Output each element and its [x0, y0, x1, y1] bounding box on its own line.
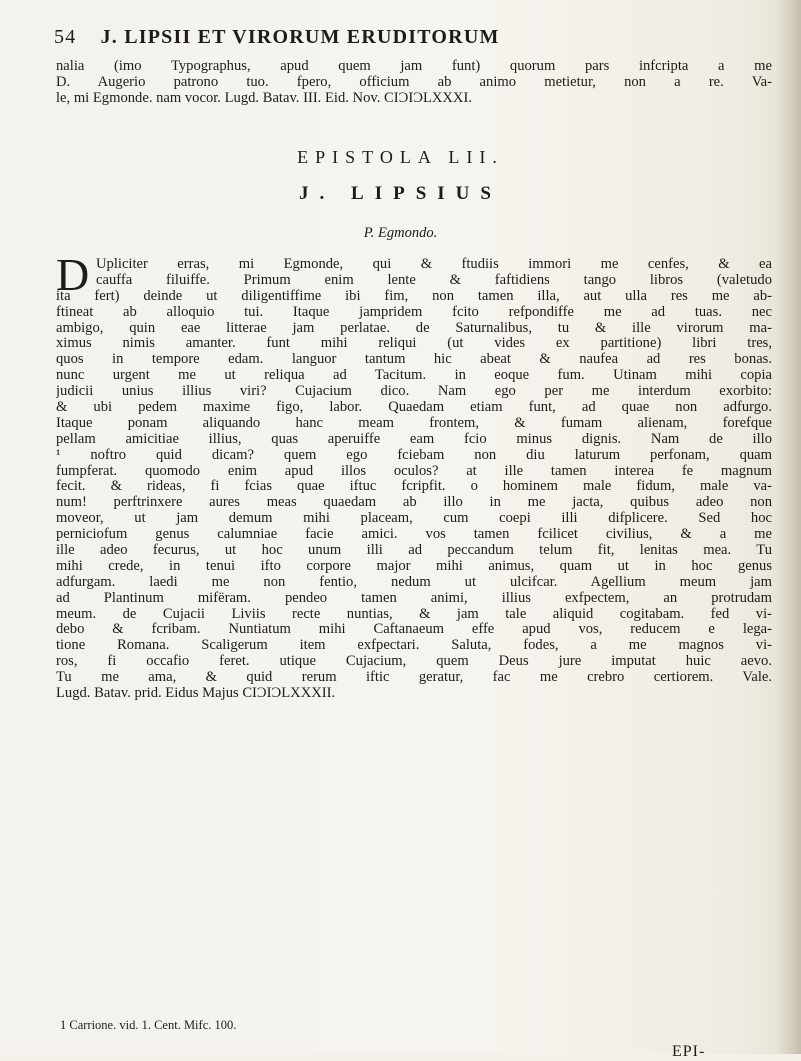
- text-line: Tu me ama, & quid rerum iftic geratur, fac me crebro certiorem. Vale.: [56, 670, 772, 686]
- text-line: moveor, ut jam demum mihi placeam, cum coepi illi difplicere. Sed hoc: [56, 511, 772, 527]
- text-line: fecit. & rideas, fi fcias quae iftuc fcripfit. o hominem male fidum, male va-: [56, 479, 772, 495]
- text-line: num! perftrinxere aures meas quaedam ab illo in me jacta, quibus adeo non: [56, 495, 772, 511]
- text-line: Lugd. Batav. prid. Eidus Majus CIƆIƆLXXXII.: [56, 686, 336, 702]
- text-line: Itaque ponam aliquando hanc meam frontem, & fumam alienam, forefque: [56, 415, 772, 431]
- text-line: judicii unius illius viri? Cujacium dico. Nam ego per me interdum exorbito:: [56, 384, 772, 400]
- running-title: J. LIPSII ET VIRORUM ERUDITORUM: [100, 26, 500, 48]
- text-line: mihi crede, in tenui ifto corpore major mihi animus, quam ut in hoc genus: [56, 558, 772, 574]
- text-line: ita fert) deinde ut diligentiffime ibi fim, non tamen illa, aut ulla res me ab-: [56, 288, 772, 304]
- drop-cap: D: [56, 249, 90, 300]
- letter-addressee: P. Egmondo.: [363, 225, 438, 241]
- text-line: Upliciter erras, mi Egmonde, qui & ftudiis immori me cenfes, & ea: [96, 257, 772, 272]
- letter-author: J. LIPSIUS: [299, 183, 502, 204]
- text-line: nalia (imo Typographus, apud quem jam funt) quorum pars infcripta a me: [56, 58, 772, 74]
- preceding-letter-ending: [56, 58, 772, 106]
- running-header: [54, 26, 774, 49]
- text-line: ftineat ab alloquio tui. Itaque jampridem fcito refpondiffe me ad tuas. nec: [56, 304, 772, 320]
- letter-title: EPISTOLA LII.: [297, 147, 504, 167]
- text-line: quos in tempore edam. languor tantum hic abeat & naufea ad res bonas.: [56, 352, 772, 368]
- text-line: nunc urgent me ut reliqua ad Tacitum. in eoque fum. Utinam mihi copia: [56, 368, 772, 384]
- text-line: ille adeo fecurus, ut hoc unum illi ad peccandum telum fit, lenitas mea. Tu: [56, 543, 772, 559]
- text-line: & ubi pedem maxime figo, labor. Quaedam etiam funt, ad quae non adfurgo.: [56, 400, 772, 416]
- text-line: ¹ noftro quid dicam? quem ego fciebam non diu laturum perfonam, quam: [56, 447, 772, 463]
- text-line: ros, fi occafio feret. utique Cujacium, quem Deus jure imputat huic aevo.: [56, 654, 772, 670]
- text-line: D. Augerio patrono tuo. fpero, officium ab animo metietur, non a re. Va-: [56, 74, 772, 90]
- text-line: ambigo, quin eae litterae jam perlatae. de Saturnalibus, tu & ille virorum ma-: [56, 320, 772, 336]
- text-line: meum. de Cujacii Liviis recte nuntias, & jam tale aliquid cogitabam. fed vi-: [56, 606, 772, 622]
- text-line: pellam amicitiae illius, quas aperuiffe eam fcio minus dignis. Nam de illo: [56, 431, 772, 447]
- text-line: fumpferat. quomodo enim apud illos oculos? at ille tamen interea fe magnum: [56, 463, 772, 479]
- letter-body: [56, 249, 772, 702]
- text-line: adfurgam. laedi me non fentio, nedum ut ulcifcar. Agellium meum jam: [56, 574, 772, 590]
- text-line: perniciofum genus calumniae facie amici. vos tamen fcilicet civilius, & a me: [56, 527, 772, 543]
- catchword: EPI-: [672, 1043, 706, 1060]
- text-line: cauffa filuiffe. Primum enim lente & faftidiens tango libros (valetudo: [96, 272, 772, 288]
- text-line: ximus nimis amanter. funt mihi reliqui (ut vides ex partitione) libri tres,: [56, 336, 772, 352]
- text-line: tione Romana. Scaligerum item exfpectari. Saluta, fodes, a me magnos vi-: [56, 638, 772, 654]
- footnote: 1 Carrione. vid. 1. Cent. Mifc. 100.: [60, 1018, 237, 1032]
- text-line: le, mi Egmonde. nam vocor. Lugd. Batav. III. Eid. Nov. CIƆIƆLXXXI.: [56, 90, 472, 106]
- text-line: ad Plantinum mifëram. pendeo tamen animi, illius exfpectem, an protrudam: [56, 590, 772, 606]
- page-number: 54: [54, 26, 77, 48]
- text-line: debo & fcribam. Nuntiatum mihi Caftanaeum effe apud vos, reducem e lega-: [56, 622, 772, 638]
